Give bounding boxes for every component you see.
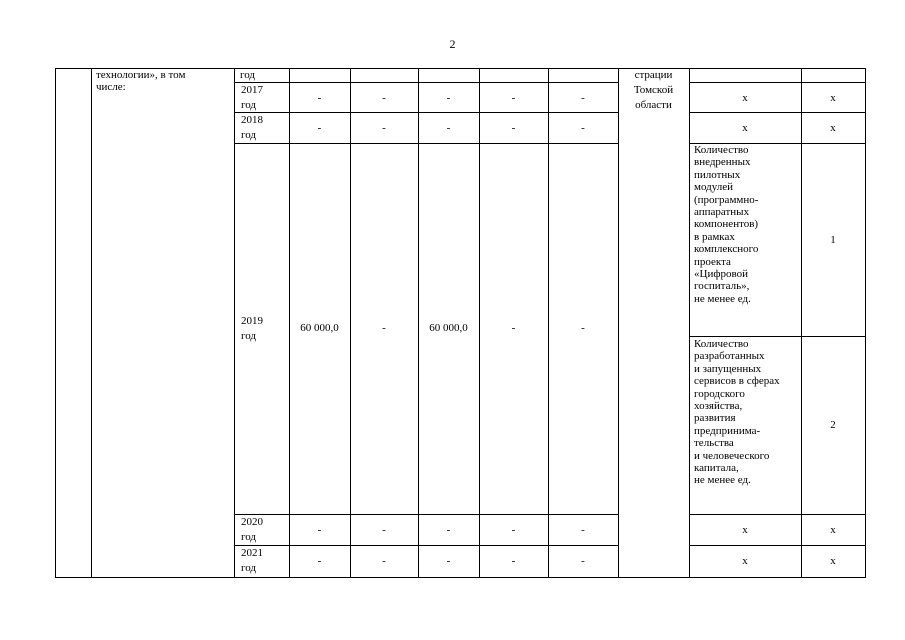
value-cell: -	[511, 322, 516, 334]
target-value-cell: x	[830, 122, 836, 134]
year-cell: год	[241, 562, 257, 574]
value-cell: -	[317, 555, 322, 567]
value-cell: -	[581, 322, 585, 334]
executor-line: Томской	[633, 84, 674, 96]
value-cell: -	[317, 92, 322, 104]
value-cell: 60 000,0	[300, 322, 339, 334]
task-name-line: технологии», в том	[96, 69, 186, 81]
year-cell: 2017	[241, 84, 263, 96]
target-value-cell: 2	[830, 419, 836, 431]
value-cell: -	[581, 524, 585, 536]
indicator-cell: x	[742, 524, 748, 536]
value-cell: -	[446, 122, 451, 134]
value-cell: -	[446, 555, 451, 567]
page-number: 2	[449, 37, 456, 51]
value-cell: -	[511, 122, 516, 134]
year-cell: год	[241, 99, 257, 111]
value-cell: -	[317, 524, 322, 536]
value-cell: -	[581, 122, 585, 134]
value-cell: -	[511, 92, 516, 104]
value-cell: -	[511, 555, 516, 567]
value-cell: -	[382, 555, 386, 567]
task-name-line: числе:	[96, 81, 126, 93]
year-cell: год	[240, 69, 256, 81]
executor-line: области	[635, 99, 672, 111]
value-cell: -	[581, 555, 585, 567]
year-cell: год	[241, 330, 257, 342]
target-value-cell: x	[830, 92, 836, 104]
indicator-text: Количество внедренных пилотных модулей (программно- аппаратных компонентов) в рамках комплексного проекта «Цифровой госпиталь», не менее ед.	[694, 144, 759, 305]
target-value-cell: x	[830, 555, 836, 567]
indicator-cell: x	[742, 92, 748, 104]
value-cell: -	[382, 92, 386, 104]
indicator-cell: x	[742, 555, 748, 567]
value-cell: -	[446, 92, 451, 104]
indicator-text: Количество разработанных и запущенных сервисов в сферах городского хозяйства, развития предпринима- тельства и человеческого капитала, не менее ед.	[694, 338, 780, 487]
value-cell: 60 000,0	[429, 322, 468, 334]
value-cell: -	[382, 322, 386, 334]
target-value-cell: x	[830, 524, 836, 536]
value-cell: -	[317, 122, 322, 134]
year-cell: 2018	[241, 114, 263, 126]
value-cell: -	[382, 122, 386, 134]
value-cell: -	[511, 524, 516, 536]
target-value-cell: 1	[830, 234, 836, 246]
year-cell: 2021	[241, 547, 263, 559]
year-cell: год	[241, 129, 257, 141]
executor-line: страции	[634, 69, 673, 81]
year-cell: год	[241, 531, 257, 543]
indicator-cell: x	[742, 122, 748, 134]
year-cell: 2019	[241, 315, 263, 327]
year-cell: 2020	[241, 516, 263, 528]
value-cell: -	[446, 524, 451, 536]
value-cell: -	[581, 92, 585, 104]
value-cell: -	[382, 524, 386, 536]
